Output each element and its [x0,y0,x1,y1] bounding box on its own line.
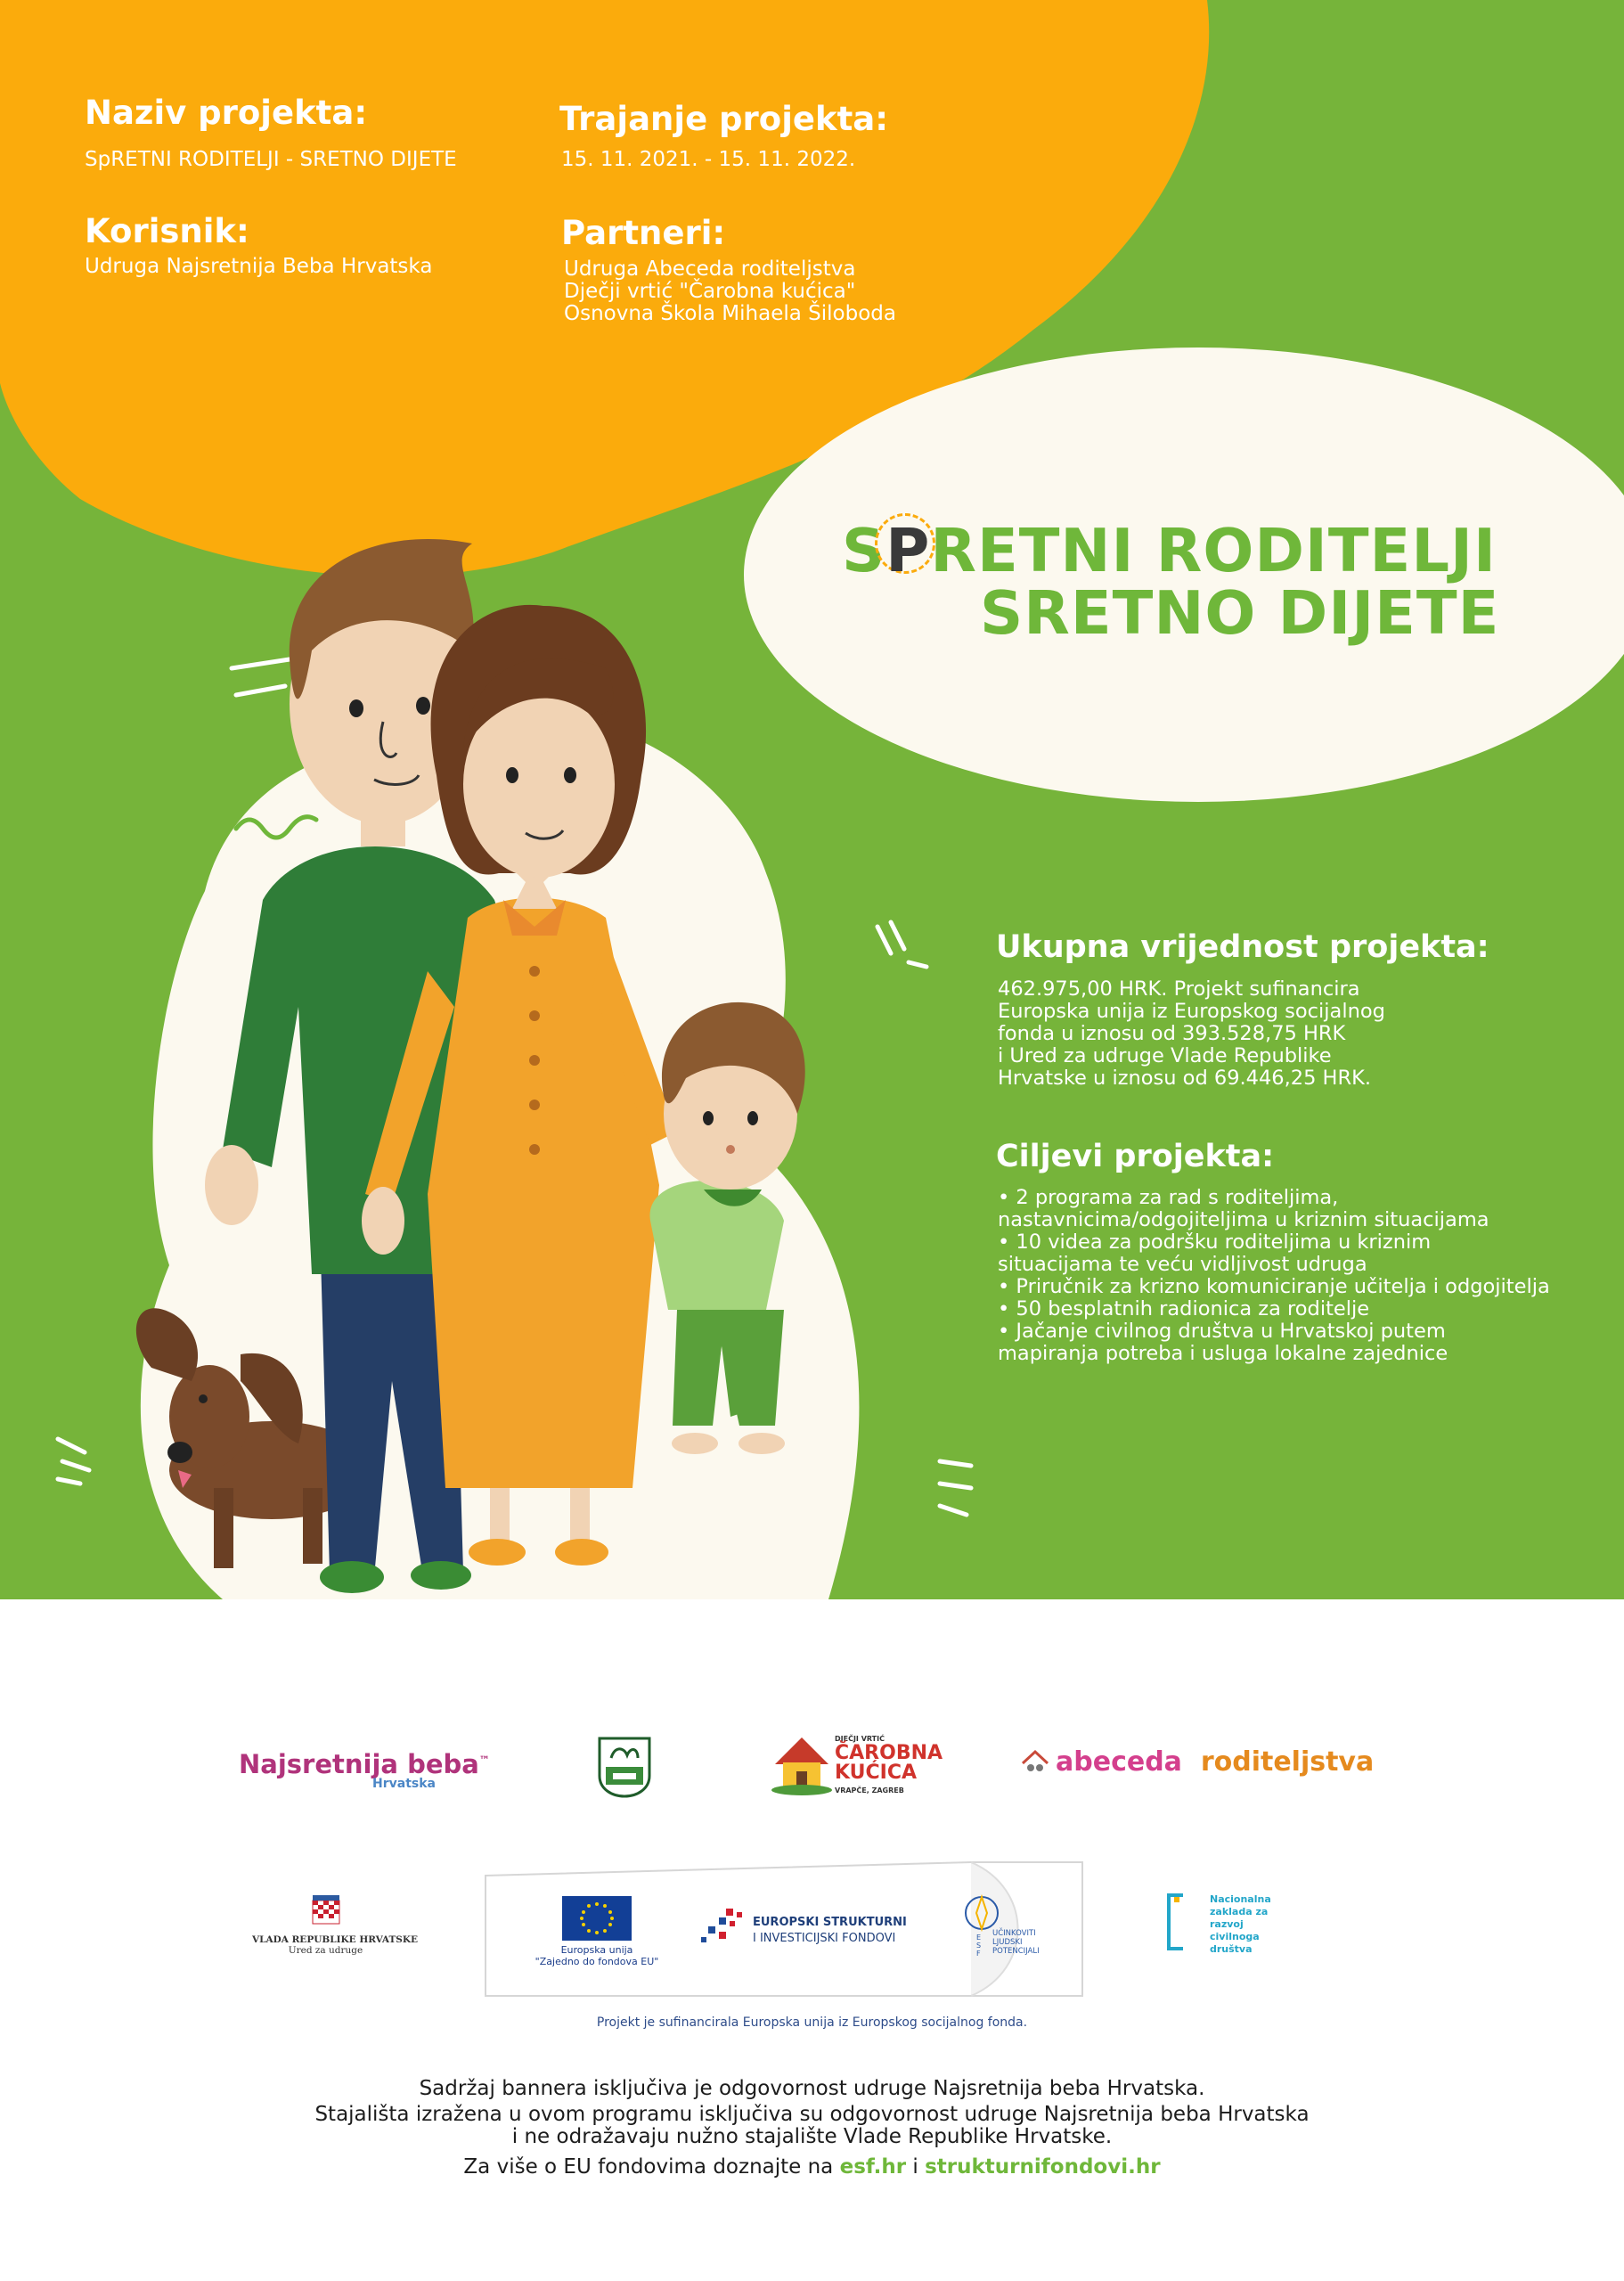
trademark-mark: ™ [478,1754,490,1767]
partneri-list [564,258,896,325]
vlada-logo-line1: VLADA REPUBLIKE HRVATSKE [252,1934,419,1945]
sparkle-doodle-icon-3 [53,1435,98,1488]
child-illustration [649,1002,804,1454]
ljudski-line2: LJUDSKI [992,1938,1023,1947]
vlada-logo-line2: Ured za udruge [288,1945,363,1956]
carobna-logo-top: DJEČJI VRTIĆ [835,1735,885,1743]
goal-line: • 2 programa za rad s roditeljima, [998,1186,1339,1209]
school-crest-logo [597,1736,652,1798]
nzrcd-line: Nacionalna [1210,1893,1271,1905]
value-label: Ukupna vrijednost projekta: [996,929,1489,965]
abeceda-word2: roditeljstva [1200,1746,1375,1778]
najsretnija-logo-sub: Hrvatska [372,1777,436,1791]
esf-letters: E S F [976,1934,982,1958]
carobna-logo-sub: VRAPČE, ZAGREB [835,1786,904,1795]
title-letter-s: S [842,516,886,585]
footer-line-2: Stajališta izražena u ovom programu isključiva su odgovornost udruge Najsretnija beba Hrvatska [314,2103,1310,2126]
footer-line-3: i ne odražavaju nužno stajalište Vlade Republike Hrvatske. [511,2125,1113,2148]
eu-flag-logo [535,1896,659,1967]
value-line: Europska unija iz Europskog socijalnog [998,1000,1385,1023]
ljudski-line1: UČINKOVITI [992,1929,1036,1938]
nzrcd-line: zaklada za [1210,1906,1269,1917]
ljudski-line3: POTENCIJALI [992,1947,1040,1956]
goals-label: Ciljevi projekta: [996,1139,1275,1174]
naziv-label: Naziv projekta: [85,94,368,132]
goal-line: situacijama te veću vidljivost udruga [998,1253,1367,1276]
nzrcd-line: razvoj [1210,1918,1244,1930]
partner-item: Osnovna Škola Mihaela Šiloboda [564,302,896,325]
family-illustration [107,508,980,1617]
najsretnija-logo-text: Najsretnija beba [239,1749,479,1779]
naziv-value: SpRETNI RODITELJI - SRETNO DIJETE [85,148,457,171]
value-line: fonda u iznosu od 393.528,75 HRK [998,1022,1346,1045]
croatian-coat-of-arms-icon [311,1893,341,1931]
najsretnija-beba-logo [239,1749,490,1791]
goal-line: • 10 videa za podršku roditeljima u kriznim [998,1230,1432,1254]
hero-title-line1 [842,516,1497,585]
value-text [998,978,1385,1090]
carobna-logo-line1: ČAROBNA [835,1742,943,1764]
value-line: Hrvatske u iznosu od 69.446,25 HRK. [998,1067,1371,1090]
goal-line: • Jačanje civilnog društva u Hrvatskoj putem [998,1320,1446,1343]
footer-line-4-prefix: Za više o EU fondovima doznajte na [463,2155,840,2179]
esif-logo-line2: I INVESTICIJSKI FONDOVI [753,1932,896,1945]
esif-logo-line1: EUROPSKI STRUKTURNI [753,1916,907,1929]
eu-logo-line1: Europska unija [560,1944,633,1956]
trajanje-label: Trajanje projekta: [559,100,889,138]
partner-item: Udruga Abeceda roditeljstva [564,258,856,281]
korisnik-label: Korisnik: [85,212,249,250]
dot-icon [1174,1897,1179,1902]
title-letter-p-sun [885,516,931,585]
esif-squares-icon [699,1907,748,1951]
carobna-logo-line2: KUĆICA [835,1762,918,1784]
goals-list [998,1187,1550,1365]
partner-item: Dječji vrtić "Čarobna kućica" [564,280,856,303]
eu-logo-line2: "Zajedno do fondova EU" [535,1956,659,1967]
footer-line-4-mid: i [906,2155,926,2179]
footer-line-4 [0,2154,1624,2180]
hero-title-line2: SRETNO DIJETE [980,578,1500,648]
vlada-rh-logo [252,1893,419,1956]
korisnik-value: Udruga Najsretnija Beba Hrvatska [85,255,433,278]
goal-line: nastavnicima/odgojiteljima u kriznim situacijama [998,1208,1489,1231]
goal-line: mapiranja potreba i usluga lokalne zajednice [998,1342,1449,1365]
partneri-label: Partneri: [561,214,726,252]
title-line1-rest: RETNI RODITELJI [930,516,1497,585]
abeceda-word1: abeceda [1056,1746,1182,1778]
cofinanced-note: Projekt je sufinancirala Europska unija iz Europskog socijalnog fonda. [596,2015,1028,2030]
nzrcd-line: društva [1210,1943,1253,1955]
value-line: i Ured za udruge Vlade Republike [998,1044,1332,1067]
footer-line-1: Sadržaj bannera isključiva je odgovornost udruge Najsretnija beba Hrvatska. [419,2077,1205,2100]
esf-link[interactable]: esf.hr [839,2155,907,2179]
nzrcd-line: civilnoga [1210,1931,1260,1942]
goal-line: • 50 besplatnih radionica za roditelje [998,1297,1370,1320]
eu-flag-icon [562,1896,632,1941]
title-letter-p: P [885,516,931,585]
goal-line: • Priručnik za krizno komuniciranje učitelja i odgojitelja [998,1275,1550,1298]
value-line: 462.975,00 HRK. Projekt sufinancira [998,977,1360,1001]
family-house-icon [1020,1748,1050,1778]
strukturnifondovi-link[interactable]: strukturnifondovi.hr [925,2155,1161,2179]
trajanje-value: 15. 11. 2021. - 15. 11. 2022. [561,148,856,171]
house-icon [771,1733,833,1795]
